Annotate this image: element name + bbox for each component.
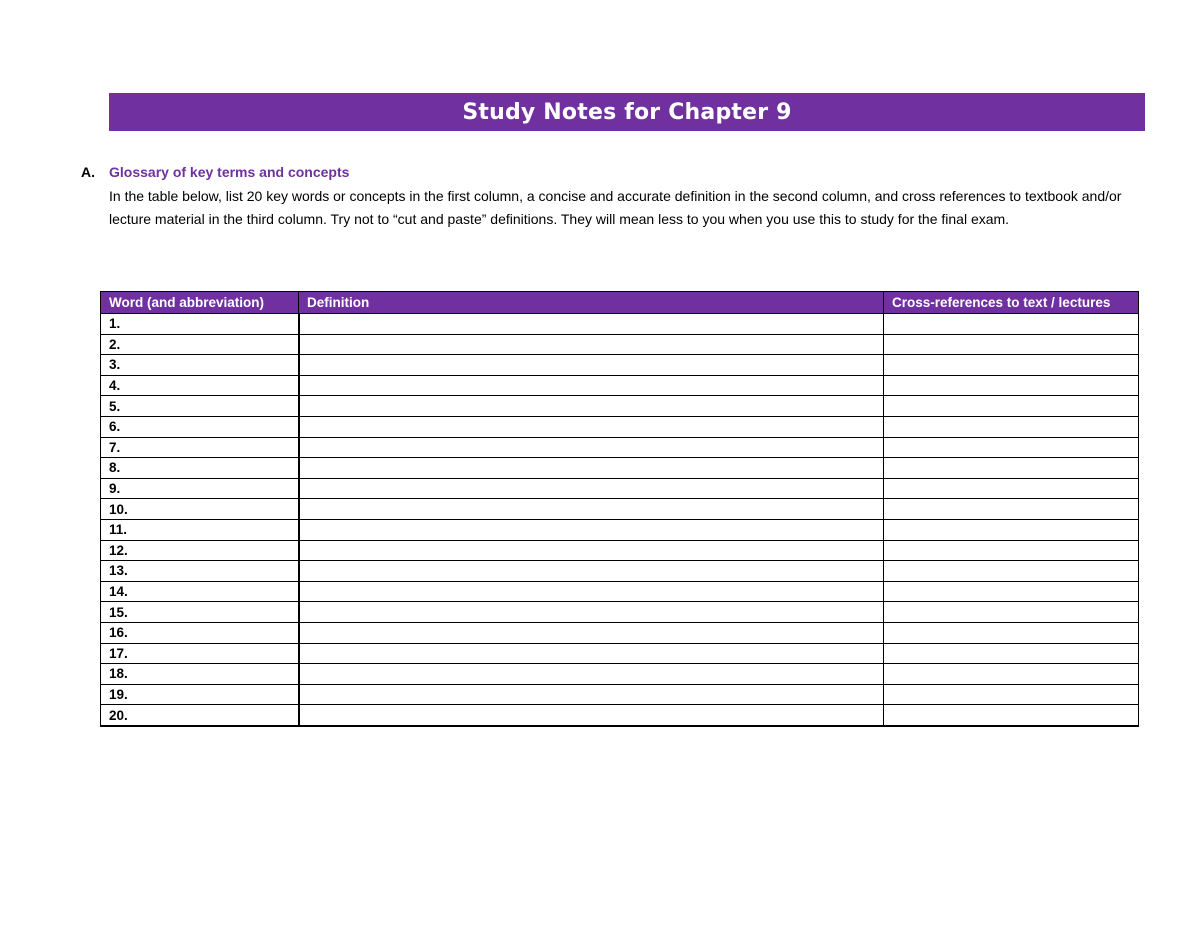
cross-reference-cell[interactable] [884, 581, 1139, 602]
definition-cell[interactable] [299, 375, 884, 396]
table-row [101, 561, 1139, 582]
table-row [101, 705, 1139, 726]
table-row [101, 664, 1139, 685]
definition-cell[interactable] [299, 540, 884, 561]
cross-reference-cell[interactable] [884, 416, 1139, 437]
table-row [101, 416, 1139, 437]
cross-reference-cell[interactable] [884, 519, 1139, 540]
table-body [101, 314, 1139, 726]
cross-reference-cell[interactable] [884, 705, 1139, 726]
word-cell[interactable]: 12. [101, 540, 299, 561]
definition-cell[interactable] [299, 499, 884, 520]
definition-cell[interactable] [299, 684, 884, 705]
word-cell[interactable]: 5. [101, 396, 299, 417]
definition-cell[interactable] [299, 334, 884, 355]
table-row [101, 581, 1139, 602]
definition-cell[interactable] [299, 478, 884, 499]
definition-cell[interactable] [299, 458, 884, 479]
word-cell[interactable]: 3. [101, 355, 299, 376]
cross-reference-cell[interactable] [884, 684, 1139, 705]
table-row [101, 478, 1139, 499]
cross-reference-cell[interactable] [884, 334, 1139, 355]
table-row [101, 622, 1139, 643]
table-row [101, 519, 1139, 540]
word-cell[interactable]: 18. [101, 664, 299, 685]
table-row [101, 375, 1139, 396]
cross-reference-cell[interactable] [884, 664, 1139, 685]
cross-reference-cell[interactable] [884, 458, 1139, 479]
header-definition: Definition [299, 292, 884, 314]
word-cell[interactable]: 20. [101, 705, 299, 726]
table-row [101, 458, 1139, 479]
word-cell[interactable]: 7. [101, 437, 299, 458]
cross-reference-cell[interactable] [884, 355, 1139, 376]
definition-cell[interactable] [299, 705, 884, 726]
section-letter: A. [81, 164, 95, 180]
table-row [101, 540, 1139, 561]
section-heading: Glossary of key terms and concepts [109, 164, 350, 180]
cross-reference-cell[interactable] [884, 561, 1139, 582]
definition-cell[interactable] [299, 622, 884, 643]
word-cell[interactable]: 19. [101, 684, 299, 705]
definition-cell[interactable] [299, 437, 884, 458]
definition-cell[interactable] [299, 602, 884, 623]
table-row [101, 437, 1139, 458]
cross-reference-cell[interactable] [884, 602, 1139, 623]
cross-reference-cell[interactable] [884, 622, 1139, 643]
cross-reference-cell[interactable] [884, 396, 1139, 417]
header-cross-references: Cross-references to text / lectures [884, 292, 1139, 314]
definition-cell[interactable] [299, 561, 884, 582]
header-word: Word (and abbreviation) [101, 292, 299, 314]
cross-reference-cell[interactable] [884, 540, 1139, 561]
table-row [101, 602, 1139, 623]
word-cell[interactable]: 1. [101, 314, 299, 335]
word-cell[interactable]: 14. [101, 581, 299, 602]
word-cell[interactable]: 15. [101, 602, 299, 623]
glossary-table [100, 291, 1139, 727]
word-cell[interactable]: 2. [101, 334, 299, 355]
word-cell[interactable]: 9. [101, 478, 299, 499]
definition-cell[interactable] [299, 314, 884, 335]
definition-cell[interactable] [299, 416, 884, 437]
word-cell[interactable]: 16. [101, 622, 299, 643]
cross-reference-cell[interactable] [884, 437, 1139, 458]
table-row [101, 684, 1139, 705]
cross-reference-cell[interactable] [884, 499, 1139, 520]
word-cell[interactable]: 6. [101, 416, 299, 437]
cross-reference-cell[interactable] [884, 314, 1139, 335]
cross-reference-cell[interactable] [884, 643, 1139, 664]
definition-cell[interactable] [299, 664, 884, 685]
cross-reference-cell[interactable] [884, 375, 1139, 396]
definition-cell[interactable] [299, 355, 884, 376]
cross-reference-cell[interactable] [884, 478, 1139, 499]
section-body [109, 161, 1141, 232]
word-cell[interactable]: 8. [101, 458, 299, 479]
word-cell[interactable]: 13. [101, 561, 299, 582]
word-cell[interactable]: 11. [101, 519, 299, 540]
definition-cell[interactable] [299, 519, 884, 540]
glossary-section [81, 161, 1141, 232]
word-cell[interactable]: 10. [101, 499, 299, 520]
definition-cell[interactable] [299, 396, 884, 417]
table-row [101, 314, 1139, 335]
table-row [101, 643, 1139, 664]
table-header-row [101, 292, 1139, 314]
table-row [101, 396, 1139, 417]
table-row [101, 499, 1139, 520]
table-row [101, 334, 1139, 355]
section-instructions: In the table below, list 20 key words or concepts in the first column, a concise and accurate definition in the second column, and cross references to textbook and/or lecture material in the third column. Try not to “cut and paste” definitions. They will mean less to you when you use this to study for the final exam. [109, 187, 1122, 227]
page-title: Study Notes for Chapter 9 [462, 99, 792, 125]
table-row [101, 355, 1139, 376]
word-cell[interactable]: 4. [101, 375, 299, 396]
title-banner [109, 93, 1145, 131]
definition-cell[interactable] [299, 581, 884, 602]
definition-cell[interactable] [299, 643, 884, 664]
word-cell[interactable]: 17. [101, 643, 299, 664]
